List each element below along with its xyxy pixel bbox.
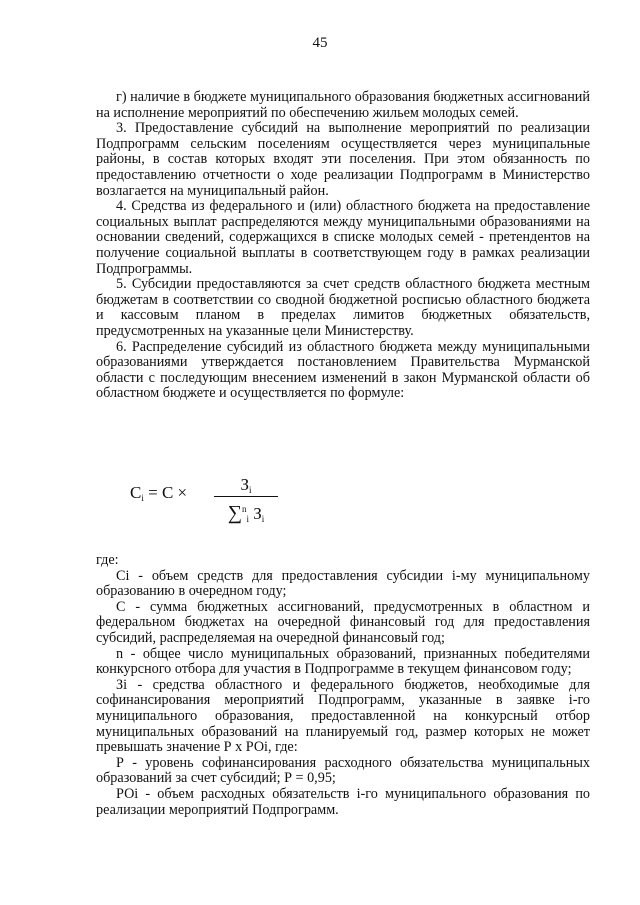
paragraph-4: 4. Средства из федерального и (или) областного бюджета на предоставление социальных выплат распределяются между муниципальными образованиями на основании сведений, содержащихся в списке молодых семей - претендентов на получение социальной выплаты в соответствующем году в рамках реализации Подпрограммы. <box>96 198 590 277</box>
formula-lhs-symbol: C <box>130 483 142 502</box>
page-number: 45 <box>312 35 328 51</box>
definition-ci: Ci - объем средств для предоставления субсидии i-му муниципальному образованию в очередном году; <box>96 567 590 600</box>
where-label: где: <box>96 552 119 568</box>
paragraph-item-g: г) наличие в бюджете муниципального образования бюджетных ассигнований на исполнение мероприятий по обеспечению жильем молодых семей. <box>96 89 590 121</box>
definition-poi: РОi - объем расходных обязательств i-го муниципального образования по реализации мероприятий Подпрограмм. <box>96 785 590 818</box>
definition-p: Р - уровень софинансирования расходного обязательства муниципальных образований за счет субсидий; Р = 0,95; <box>96 754 590 787</box>
definition-zi: Зi - средства областного и федерального бюджетов, необходимые для софинансирования мероприятий Подпрограмм, указанные в заявке i-го муниципального образования, предоставленной на конкурсный отбор муниципальных образований на планируемый год, размер которых не может превышать значение Р х РОi, где: <box>96 676 590 756</box>
formula-numerator <box>214 475 278 495</box>
formula-lhs-index: i <box>141 493 144 503</box>
formula-numerator-index: i <box>249 485 252 495</box>
paragraph-6: 6. Распределение субсидий из областного бюджета между муниципальными образованиями утверждается постановлением Правительства Мурманской области с последующим внесением изменений в закон Мурманской области об областном бюджете и осуществляется по формуле: <box>96 338 590 402</box>
sum-lower-limit: i <box>246 514 249 524</box>
formula-denominator-symbol: З <box>253 504 262 523</box>
formula-equals-times: = C × <box>148 483 188 502</box>
formula-denominator <box>214 499 278 529</box>
body-text <box>96 90 590 402</box>
formula-lhs <box>130 483 187 503</box>
formula-numerator-symbol: З <box>240 475 249 494</box>
distribution-formula <box>130 475 330 525</box>
formula-denominator-index: i <box>261 514 265 524</box>
definition-c: С - сумма бюджетных ассигнований, предусмотренных в областном и федеральном бюджетах на очередной финансовый год для предоставления субсидий, распределяемая на очередной финансовый год; <box>96 598 590 646</box>
paragraph-5: 5. Субсидии предоставляются за счет средств областного бюджета местным бюджетам в соответствии со сводной бюджетной росписью областного бюджета и кассовым планом в пределах лимитов бюджетных обязательств, предусмотренных на указанные цели Министерству. <box>96 276 590 339</box>
definition-n: n - общее число муниципальных образований, признанных победителями конкурсного отбора для участия в Подпрограмме в текущем финансовом году; <box>96 645 590 678</box>
sum-upper-limit: n <box>241 504 247 514</box>
paragraph-3: 3. Предоставление субсидий на выполнение мероприятий по реализации Подпрограмм сельским поселениям осуществляется через муниципальные районы, в состав которых входят эти поселения. При этом обязанность по предоставлению отчетности о ходе реализации Подпрограмм в Министерство возлагается на муниципальный район. <box>96 120 590 199</box>
fraction-bar <box>214 496 278 497</box>
formula-definitions <box>96 553 590 818</box>
formula-fraction <box>214 475 278 529</box>
sum-symbol: ∑ <box>227 502 242 524</box>
